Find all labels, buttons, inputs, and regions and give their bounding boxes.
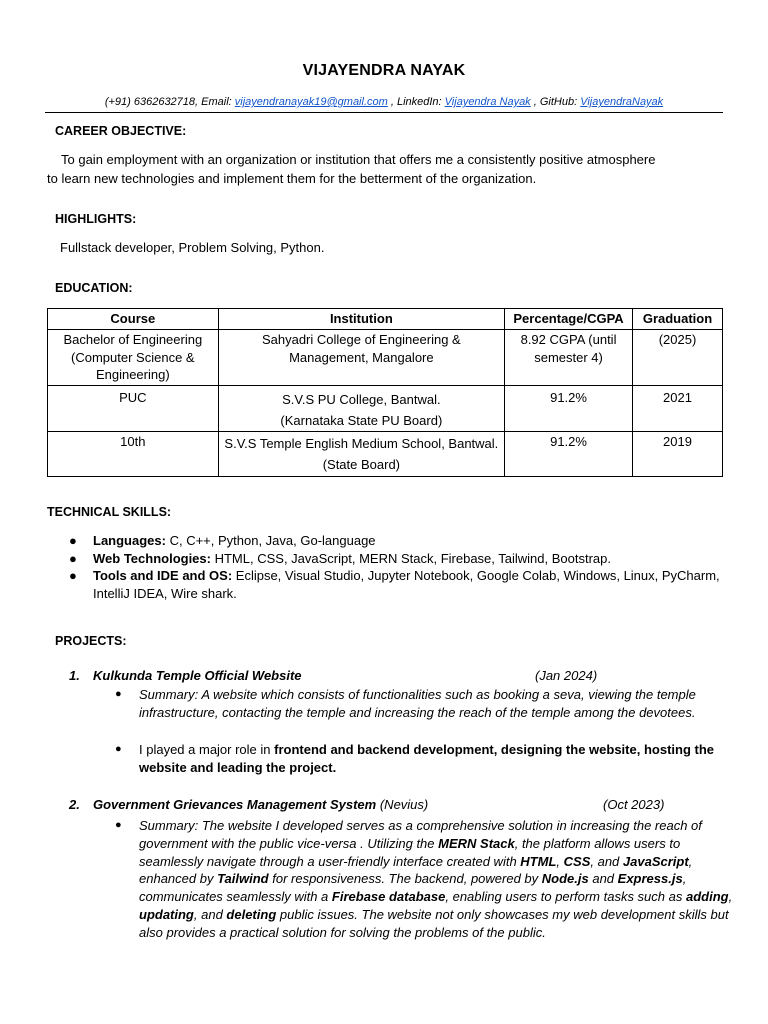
skills-list [47, 532, 737, 602]
summary-bold: deleting [226, 906, 277, 922]
column-header-score: Percentage/CGPA [505, 309, 633, 330]
table-row [48, 432, 723, 477]
project-1-summary [115, 686, 729, 722]
column-header-graduation: Graduation [633, 309, 723, 330]
bullet-icon: ● [69, 568, 77, 583]
bullet-icon: ● [115, 743, 122, 755]
career-objective-heading: CAREER OBJECTIVE: [55, 124, 187, 138]
list-item [47, 532, 737, 550]
project-1-date: (Jan 2024) [535, 668, 598, 683]
summary-bold: Tailwind [217, 871, 269, 887]
project-1-role [115, 741, 729, 777]
institution-cell: S.V.S PU College, Bantwal. (Karnataka State PU Board) [218, 386, 504, 432]
summary-bold: Express.js [617, 871, 683, 887]
career-objective-line-2: to learn new technologies and implement them for the betterment of the organization. [47, 171, 537, 186]
project-2-title: Government Grievances Management System [93, 797, 377, 812]
email-link[interactable]: vijayendranayak19@gmail.com [234, 96, 388, 108]
github-link[interactable]: VijayendraNayak [580, 96, 664, 108]
skill-text: Eclipse, Visual Studio, Jupyter Notebook, Google Colab, Windows, Linux, PyCharm, IntelliJ IDEA, Wire shark. [93, 568, 720, 601]
project-1-role-text: I played a major role in [139, 742, 275, 757]
course-cell: 10th [48, 432, 219, 477]
course-cell: Bachelor of Engineering (Computer Science & Engineering) [48, 330, 219, 386]
project-1-summary-text: Summary: A website which consists of functionalities such as booking a seva, viewing the temple infrastructure, contacting the temple and increasing the reach of the temple among the devotees. [139, 687, 696, 720]
summary-text: , enhanced by [139, 853, 693, 887]
linkedin-label: , LinkedIn: [387, 96, 445, 108]
project-2-date: (Oct 2023) [603, 797, 665, 812]
summary-bold: Node.js [541, 871, 589, 887]
summary-bold: adding [685, 889, 729, 905]
highlights-heading: HIGHLIGHTS: [55, 212, 137, 226]
institution-cell: S.V.S Temple English Medium School, Bantwal. (State Board) [218, 432, 504, 477]
skill-label: Languages: [93, 533, 166, 548]
summary-text: , enabling users to perform tasks such as [445, 889, 686, 905]
table-header-row [48, 309, 723, 330]
project-1-role-bold: frontend and backend development, designing the website, hosting the website and leading the project. [139, 742, 714, 775]
summary-bold: HTML [520, 853, 557, 869]
table-row [48, 330, 723, 386]
graduation-cell: 2019 [633, 432, 723, 477]
summary-text: , [556, 853, 564, 869]
education-heading: EDUCATION: [55, 281, 133, 295]
score-cell: 8.92 CGPA (until semester 4) [505, 330, 633, 386]
phone-email-label: (+91) 6362632718, Email: [104, 96, 235, 108]
candidate-name: VIJAYENDRA NAYAK [302, 62, 466, 79]
summary-bold: Firebase database [331, 889, 446, 905]
summary-text: for responsiveness. The backend, powered by [268, 871, 542, 887]
project-2-heading [93, 797, 428, 812]
summary-text: public issues. The website not only showcases my web development skills but also provides a practical solution for solving the problems of the public. [139, 906, 729, 940]
course-cell: PUC [48, 386, 219, 432]
summary-text: , the platform allows users to seamlessly navigate through a user-friendly interface created with [139, 835, 681, 869]
bullet-icon: ● [115, 688, 122, 700]
summary-bold: MERN Stack [438, 835, 515, 851]
projects-heading: PROJECTS: [55, 634, 127, 648]
table-row [48, 386, 723, 432]
project-1-title: Kulkunda Temple Official Website [93, 668, 302, 683]
bullet-icon: ● [115, 819, 122, 831]
project-2-number: 2. [69, 797, 80, 812]
column-header-institution: Institution [218, 309, 504, 330]
summary-text: , communicates seamlessly with a [139, 871, 687, 905]
bullet-icon: ● [69, 550, 77, 566]
summary-text: and [588, 871, 618, 887]
career-objective-line-1: To gain employment with an organization or institution that offers me a consistently positive atmosphere [61, 152, 656, 167]
contact-line [0, 96, 768, 108]
summary-bold: updating [139, 906, 194, 922]
list-item [47, 567, 737, 602]
summary-bold: JavaScript [622, 853, 689, 869]
technical-skills-heading: TECHNICAL SKILLS: [47, 505, 172, 519]
education-table [47, 308, 723, 477]
skill-text: HTML, CSS, JavaScript, MERN Stack, Firebase, Tailwind, Bootstrap. [210, 550, 611, 566]
skill-label: Tools and IDE and OS: [93, 568, 233, 583]
column-header-course: Course [48, 309, 219, 330]
header-divider [45, 112, 723, 113]
skill-text: C, C++, Python, Java, Go-language [165, 533, 376, 548]
github-label: , GitHub: [530, 96, 581, 108]
institution-cell: Sahyadri College of Engineering & Management, Mangalore [218, 330, 504, 386]
score-cell: 91.2% [505, 386, 633, 432]
graduation-cell: 2021 [633, 386, 723, 432]
summary-text: , [728, 889, 733, 905]
summary-text: , and [590, 853, 623, 869]
summary-text: , and [193, 906, 227, 922]
summary-bold: CSS [563, 853, 591, 869]
project-2-org: (Nevius) [376, 797, 429, 812]
skill-label: Web Technologies: [93, 550, 211, 566]
linkedin-link[interactable]: Vijayendra Nayak [444, 96, 531, 108]
list-item [47, 550, 737, 568]
score-cell: 91.2% [505, 432, 633, 477]
project-2-summary [115, 817, 733, 942]
bullet-icon: ● [69, 533, 77, 548]
summary-text: Summary: The website I developed serves as a comprehensive solution in increasing the reach of government with the public vice-versa . Utilizing the [139, 818, 702, 851]
project-1-number: 1. [69, 668, 80, 683]
graduation-cell: (2025) [633, 330, 723, 386]
highlights-text: Fullstack developer, Problem Solving, Python. [60, 240, 325, 255]
